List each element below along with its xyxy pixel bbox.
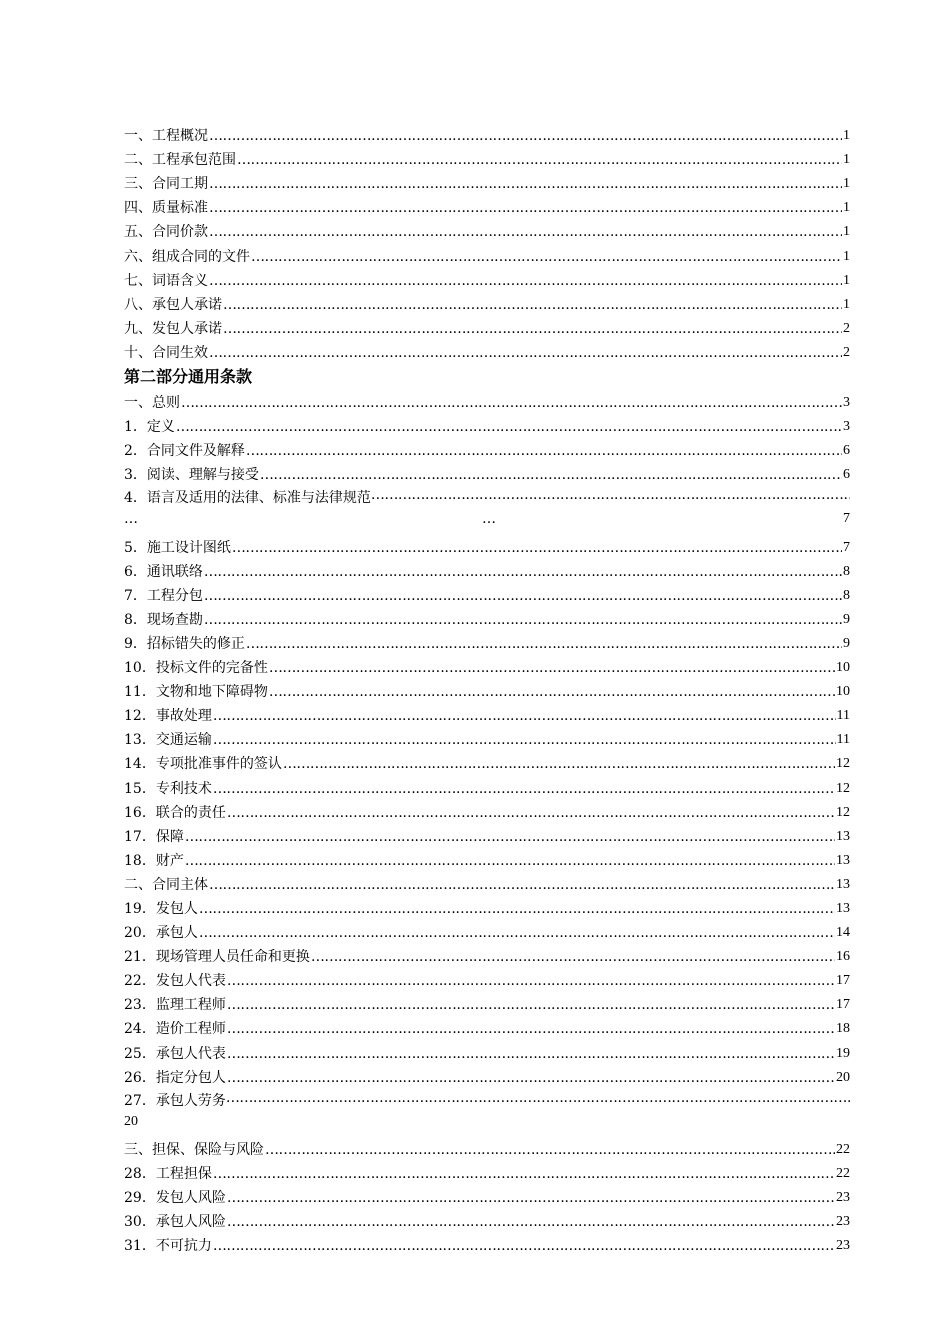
toc-leader-dots	[185, 829, 835, 845]
toc-leader-dots	[223, 297, 842, 313]
toc-page-number: 9	[843, 611, 850, 627]
toc-page-number: 7	[843, 511, 850, 527]
toc-page-number: 1	[843, 296, 850, 312]
toc-leader-dots	[199, 901, 835, 917]
toc-leader-dots	[209, 128, 842, 144]
toc-page-number: 16	[836, 949, 850, 965]
toc-leader-dots	[227, 805, 835, 821]
table-of-contents	[124, 120, 850, 1254]
toc-leader-dots	[246, 636, 842, 652]
toc-page-number: 1	[843, 128, 850, 144]
toc-leader-dots	[204, 564, 842, 580]
toc-entry-label: 15．专利技术	[124, 780, 212, 797]
toc-page-number: 18	[836, 1021, 850, 1037]
toc-entry[interactable]	[124, 120, 850, 144]
toc-leader-dots	[260, 467, 842, 483]
toc-page-number: 19	[836, 1045, 850, 1061]
toc-entry[interactable]	[124, 337, 850, 361]
toc-entry[interactable]	[124, 580, 850, 604]
toc-entry[interactable]	[124, 192, 850, 216]
toc-entry-label: 17．保障	[124, 828, 184, 845]
toc-page-number: 22	[836, 1141, 850, 1157]
toc-entry-label: 18．财产	[124, 852, 184, 869]
toc-leader-dots	[226, 1090, 850, 1110]
toc-page-number: 3	[843, 395, 850, 411]
section-heading-part2: 第二部分通用条款	[124, 366, 253, 386]
toc-entry[interactable]	[124, 556, 850, 580]
toc-entry[interactable]	[124, 989, 850, 1013]
toc-page-number: 2	[843, 344, 850, 360]
toc-entry[interactable]	[124, 1230, 850, 1254]
toc-entry[interactable]	[124, 144, 850, 168]
toc-entry-label: 1．定义	[124, 419, 175, 436]
toc-leader-dots	[227, 973, 835, 989]
toc-page-number: 12	[836, 780, 850, 796]
toc-leader-dots	[265, 1142, 835, 1158]
toc-entry-label: 6．通讯联络	[124, 563, 203, 580]
toc-page-number: 1	[843, 224, 850, 240]
toc-leader-dots	[371, 487, 850, 507]
toc-entry-label: 25．承包人代表	[124, 1045, 226, 1062]
toc-entry[interactable]	[124, 387, 850, 411]
toc-entry-label: 8．现场查勘	[124, 611, 203, 628]
toc-page-number: 13	[836, 876, 850, 892]
toc-entry-label: 4．语言及适用的法律、标准与法律规范	[124, 490, 371, 507]
toc-leader-dots	[227, 1070, 835, 1086]
toc-page-number: 12	[836, 756, 850, 772]
toc-page-number: 6	[843, 467, 850, 483]
toc-page-number: 20	[124, 1113, 138, 1129]
toc-page-number: 22	[836, 1166, 850, 1182]
toc-leader-dots	[311, 949, 835, 965]
toc-entry-label: 六、组成合同的文件	[124, 248, 250, 265]
toc-leader-dots: …	[124, 511, 138, 528]
toc-part2-list-c	[124, 1134, 850, 1254]
toc-page-number: 8	[843, 587, 850, 603]
toc-entry[interactable]	[124, 289, 850, 313]
toc-entry[interactable]	[124, 1062, 850, 1086]
toc-entry-label: 16．联合的责任	[124, 804, 226, 821]
toc-page-number: 13	[836, 852, 850, 868]
toc-entry-label: 七、词语含义	[124, 272, 208, 289]
toc-entry[interactable]	[124, 216, 850, 240]
toc-page-number: 7	[843, 539, 850, 555]
toc-entry[interactable]	[124, 1158, 850, 1182]
toc-entry[interactable]	[124, 411, 850, 435]
toc-page-number: 13	[836, 828, 850, 844]
toc-leader-dots	[213, 781, 835, 797]
toc-leader-dots	[213, 1166, 835, 1182]
toc-entry-wrapped-27[interactable]	[124, 1086, 850, 1134]
toc-leader-dots	[181, 395, 842, 411]
toc-entry[interactable]	[124, 917, 850, 941]
toc-entry-label: 14．专项批准事件的签认	[124, 756, 282, 773]
toc-leader-dots	[185, 853, 835, 869]
toc-page-number: 1	[843, 200, 850, 216]
toc-leader-dots	[213, 732, 836, 748]
toc-entry-label: 29．发包人风险	[124, 1190, 226, 1207]
toc-leader-dots	[227, 1214, 835, 1230]
toc-entry-label: 五、合同价款	[124, 224, 208, 241]
toc-entry-label: 四、质量标准	[124, 200, 208, 217]
toc-leader-dots: …	[482, 511, 496, 528]
toc-entry-label: 2．合同文件及解释	[124, 443, 245, 460]
toc-entry-label: 7．工程分包	[124, 587, 203, 604]
toc-entry-label: 24．造价工程师	[124, 1021, 226, 1038]
toc-entry-label: 9．招标错失的修正	[124, 635, 245, 652]
toc-leader-dots	[227, 997, 835, 1013]
toc-page-number: 17	[836, 973, 850, 989]
toc-part2-list-a	[124, 387, 850, 483]
toc-entry-label: 12．事故处理	[124, 708, 212, 725]
toc-page-number: 1	[843, 152, 850, 168]
toc-entry[interactable]	[124, 772, 850, 796]
toc-entry-label: 13．交通运输	[124, 732, 212, 749]
toc-page-number: 2	[843, 320, 850, 336]
toc-page-number: 9	[843, 635, 850, 651]
toc-entry[interactable]	[124, 797, 850, 821]
toc-entry-label: 26．指定分包人	[124, 1069, 226, 1086]
toc-page-number: 1	[843, 272, 850, 288]
toc-entry[interactable]	[124, 628, 850, 652]
toc-entry[interactable]	[124, 748, 850, 772]
toc-entry[interactable]	[124, 965, 850, 989]
toc-leader-dots	[223, 321, 842, 337]
toc-entry[interactable]	[124, 700, 850, 724]
toc-entry-label: 三、合同工期	[124, 176, 208, 193]
toc-leader-dots	[209, 176, 842, 192]
toc-leader-dots	[204, 588, 842, 604]
toc-entry-label: 27．承包人劳务	[124, 1092, 226, 1109]
toc-entry[interactable]	[124, 652, 850, 676]
toc-entry[interactable]	[124, 313, 850, 337]
toc-page-number: 1	[843, 248, 850, 264]
toc-entry-label: 22．发包人代表	[124, 973, 226, 990]
toc-page-number: 20	[836, 1069, 850, 1085]
toc-page-number: 8	[843, 563, 850, 579]
toc-leader-dots	[246, 443, 842, 459]
toc-page-number: 12	[836, 804, 850, 820]
toc-leader-dots	[251, 249, 842, 265]
toc-entry[interactable]	[124, 724, 850, 748]
toc-page-number: 23	[836, 1190, 850, 1206]
toc-page-number: 14	[836, 925, 850, 941]
toc-entry-label: 九、发包人承诺	[124, 320, 222, 337]
toc-entry[interactable]	[124, 676, 850, 700]
toc-page-number: 17	[836, 997, 850, 1013]
toc-entry[interactable]	[124, 168, 850, 192]
toc-leader-dots	[204, 612, 842, 628]
toc-entry-label: 19．发包人	[124, 901, 198, 917]
toc-entry-label: 30．承包人风险	[124, 1214, 226, 1231]
toc-entry-label: 28．工程担保	[124, 1166, 212, 1183]
toc-page-number: 10	[836, 684, 850, 700]
toc-entry-label: 20．承包人	[124, 925, 198, 942]
toc-leader-dots	[227, 1190, 835, 1206]
toc-entry[interactable]	[124, 1037, 850, 1061]
toc-page-number: 23	[836, 1214, 850, 1230]
toc-entry-label: 一、总则	[124, 395, 180, 412]
toc-entry[interactable]	[124, 435, 850, 459]
toc-entry[interactable]	[124, 1134, 850, 1158]
toc-entry[interactable]	[124, 1182, 850, 1206]
toc-entry-wrapped-4[interactable]	[124, 483, 850, 531]
toc-page-number: 13	[836, 901, 850, 916]
toc-entry[interactable]	[124, 821, 850, 845]
toc-leader-dots	[209, 273, 842, 289]
toc-leader-dots	[199, 925, 835, 941]
toc-entry[interactable]	[124, 240, 850, 264]
toc-leader-dots	[237, 152, 842, 168]
toc-page-number: 6	[843, 443, 850, 459]
toc-leader-dots	[209, 224, 842, 240]
toc-entry[interactable]	[124, 941, 850, 965]
toc-part1-list	[124, 120, 850, 361]
toc-leader-dots	[213, 1238, 835, 1254]
toc-leader-dots	[269, 660, 835, 676]
toc-entry-label: 10．投标文件的完备性	[124, 660, 268, 677]
toc-page-number: 11	[836, 708, 850, 724]
toc-entry-label: 31．不可抗力	[124, 1238, 212, 1255]
toc-page-number: 23	[836, 1238, 850, 1254]
toc-entry-label: 3．阅读、理解与接受	[124, 467, 259, 484]
toc-entry[interactable]	[124, 604, 850, 628]
toc-leader-dots	[209, 877, 835, 893]
toc-part2-list-b	[124, 532, 850, 1086]
toc-entry-label: 23．监理工程师	[124, 997, 226, 1014]
toc-entry[interactable]	[124, 459, 850, 483]
toc-entry-label: 八、承包人承诺	[124, 296, 222, 313]
toc-entry-label: 二、合同主体	[124, 876, 208, 893]
toc-entry[interactable]	[124, 532, 850, 556]
toc-entry-label: 三、担保、保险与风险	[124, 1141, 264, 1158]
toc-leader-dots	[213, 708, 836, 724]
toc-leader-dots	[227, 1021, 835, 1037]
toc-entry-label: 二、工程承包范围	[124, 152, 236, 169]
toc-entry[interactable]	[124, 1206, 850, 1230]
toc-leader-dots	[209, 200, 842, 216]
toc-entry[interactable]	[124, 869, 850, 893]
toc-leader-dots	[283, 756, 835, 772]
toc-leader-dots	[227, 1046, 835, 1062]
toc-entry-label: 5．施工设计图纸	[124, 539, 231, 556]
toc-page-number: 10	[836, 660, 850, 676]
toc-entry-label: 21．现场管理人员任命和更换	[124, 949, 310, 966]
toc-page-number: 1	[843, 176, 850, 192]
toc-leader-dots	[232, 540, 842, 556]
toc-entry[interactable]	[124, 845, 850, 869]
toc-entry[interactable]	[124, 265, 850, 289]
toc-entry[interactable]	[124, 1013, 850, 1037]
toc-page-number: 11	[836, 732, 850, 748]
toc-entry-label: 11．文物和地下障碍物	[124, 684, 268, 701]
toc-leader-dots	[176, 419, 842, 435]
toc-leader-dots	[209, 345, 842, 361]
toc-entry-label: 一、工程概况	[124, 128, 208, 145]
toc-leader-dots	[269, 684, 835, 700]
toc-entry-label: 十、合同生效	[124, 344, 208, 361]
toc-page-number: 3	[843, 419, 850, 435]
toc-entry[interactable]	[124, 893, 850, 917]
